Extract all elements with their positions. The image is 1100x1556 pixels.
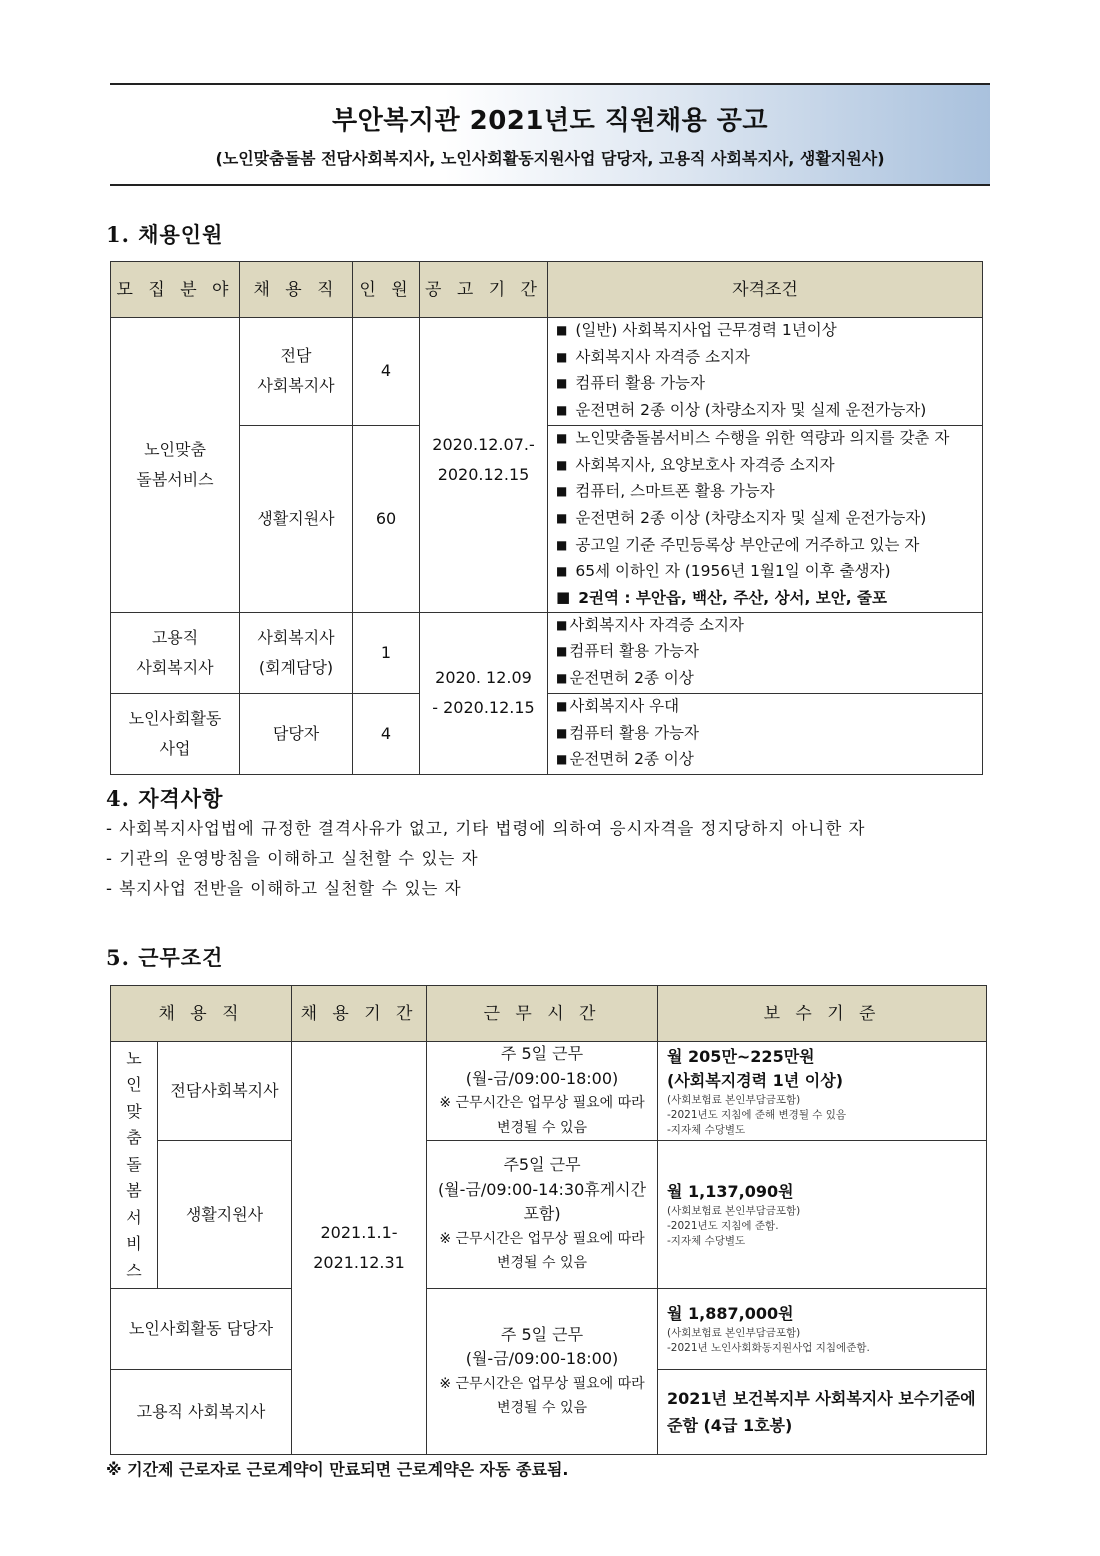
requirements-list — [548, 613, 982, 693]
requirements-cell — [548, 693, 983, 774]
list-item: ■ 65세 이하인 자 (1956년 1월1일 이후 출생자) — [556, 562, 891, 581]
pay-amount: 월 1,137,090원 — [667, 1182, 794, 1201]
header-field: 모 집 분 야 — [111, 262, 240, 318]
requirements-list — [548, 426, 982, 612]
requirements-cell — [548, 612, 983, 693]
pay-note: -2021년도 지침에 준해 변경될 수 있음 — [667, 1108, 847, 1121]
list-item: ■ 노인맞춤돌봄서비스 수행을 위한 역량과 의지를 갖춘 자 — [556, 428, 950, 447]
pay-cell — [658, 1289, 987, 1370]
requirements-list — [548, 318, 982, 425]
list-item: ■ 사회복지사 자격증 소지자 — [556, 615, 744, 634]
list-item: ■ 사회복지사, 요양보호사 자격증 소지자 — [556, 455, 835, 474]
header-period: 채 용 기 간 — [292, 986, 427, 1042]
job-dedicated-social-worker: 전담 사회복지사 — [240, 318, 353, 426]
list-item: ■ 컴퓨터 활용 가능자 — [556, 723, 699, 742]
work-note: ※ 근무시간은 업무상 필요에 따라 변경될 수 있음 — [439, 1230, 645, 1272]
header-job: 채 용 직 — [111, 986, 292, 1042]
pay-note: -2021년 노인사회화동지원사업 지침에준함. — [667, 1342, 870, 1354]
page-subtitle: (노인맞춤돌봄 전담사회복지사, 노인사회활동지원사업 담당자, 고용직 사회복지사, 생활지원사) — [215, 149, 885, 168]
list-item: ■ (일반) 사회복지사업 근무경력 1년이상 — [556, 321, 837, 339]
field-senior-activity: 노인사회활동 사업 — [111, 693, 240, 774]
work-note: ※ 근무시간은 업무상 필요에 따라 변경될 수 있음 — [439, 1095, 645, 1136]
list-item: ■ 운전면허 2종 이상 (차량소지자 및 실제 운전가능자) — [556, 508, 927, 527]
conditions-header-row — [111, 986, 987, 1042]
list-item-region: ■ 2권역 : 부안읍, 백산, 주산, 상서, 보안, 줄포 — [556, 588, 887, 608]
pay-amount: 월 205만~225만원 — [667, 1046, 815, 1066]
job-senior-activity-manager: 노인사회활동 담당자 — [111, 1289, 292, 1370]
header-hours: 근 무 시 간 — [427, 986, 658, 1042]
work-hours-cell — [427, 1042, 658, 1141]
pay-note: (사회보험료 본인부담금포함) — [667, 1327, 801, 1339]
recruitment-table — [110, 261, 983, 775]
work-time: (월-금/09:00-18:00) — [465, 1349, 619, 1368]
pay-note: -2021년도 지침에 준함. — [667, 1220, 779, 1232]
pay-standard: 2021년 보건복지부 사회복지사 보수기준에 준함 (4급 1호봉) — [667, 1389, 976, 1435]
job-employed-social-worker: 고용직 사회복지사 — [111, 1370, 292, 1455]
job-life-support: 생활지원사 — [240, 425, 353, 612]
header-job: 채 용 직 — [240, 262, 353, 318]
pay-amount: 월 1,887,000원 — [667, 1304, 794, 1323]
table-row — [111, 612, 983, 693]
list-item: ■ 컴퓨터 활용 가능자 — [556, 374, 705, 393]
requirements-cell — [548, 318, 983, 426]
pay-cell — [658, 1141, 987, 1289]
list-item: ■ 사회복지사 우대 — [556, 696, 680, 715]
requirements-cell — [548, 425, 983, 612]
qualification-item: - 복지사업 전반을 이해하고 실천할 수 있는 자 — [106, 879, 462, 898]
job-dedicated-social-worker: 전담사회복지사 — [158, 1042, 292, 1141]
qualification-item: - 사회복지사업법에 규정한 결격사유가 없고, 기타 법령에 의하여 응시자격을 정지당하지 아니한 자 — [106, 819, 866, 838]
list-item: ■ 사회복지사 자격증 소지자 — [556, 347, 750, 366]
list-item: ■ 운전면허 2종 이상 (차량소지자 및 실제 운전가능자) — [556, 401, 927, 420]
count-cell: 4 — [353, 318, 420, 426]
title-box — [110, 83, 990, 186]
list-item: ■ 공고일 기준 주민등록상 부안군에 거주하고 있는 자 — [556, 535, 920, 554]
header-pay: 보 수 기 준 — [658, 986, 987, 1042]
period-cell: 2020. 12.09 - 2020.12.15 — [420, 612, 548, 774]
list-item: ■ 컴퓨터 활용 가능자 — [556, 642, 699, 661]
period-cell: 2020.12.07.- 2020.12.15 — [420, 318, 548, 613]
table-row — [111, 318, 983, 426]
pay-note: (사회보험료 본인부담금포함) — [667, 1093, 801, 1106]
work-days: 주 5일 근무 — [500, 1044, 584, 1063]
recruitment-header-row — [111, 262, 983, 318]
pay-note: -지자체 수당별도 — [667, 1235, 746, 1247]
work-note: ※ 근무시간은 업무상 필요에 따라 변경될 수 있음 — [439, 1375, 645, 1416]
pay-note: -지자체 수당별도 — [667, 1123, 746, 1136]
work-hours-cell — [427, 1289, 658, 1455]
work-days: 주 5일 근무 — [500, 1324, 584, 1344]
pay-note: (사회보험료 본인부담금포함) — [667, 1205, 801, 1217]
header-period: 공 고 기 간 — [420, 262, 548, 318]
work-time: (월-금/09:00-14:30휴게시간 포함) — [437, 1179, 647, 1224]
list-item: ■ 운전면허 2종 이상 — [556, 669, 694, 688]
page-title: 부안복지관 2021년도 직원채용 공고 — [331, 106, 769, 136]
job-life-support: 생활지원사 — [158, 1141, 292, 1289]
field-elderly-care: 노인맞춤 돌봄서비스 — [111, 318, 240, 613]
group-elderly-care-vertical: 노 인 맞 춤 돌 봄 서 비 스 — [111, 1042, 158, 1289]
section-heading-work-conditions: 5. 근무조건 — [106, 945, 224, 970]
requirements-list — [548, 694, 982, 774]
list-item: ■ 컴퓨터, 스마트폰 활용 가능자 — [556, 482, 775, 501]
employment-period: 2021.1.1- 2021.12.31 — [292, 1042, 427, 1455]
table-row — [111, 1289, 987, 1370]
header-count: 인 원 — [353, 262, 420, 318]
job-accounting-social-worker: 사회복지사 (회계담당) — [240, 612, 353, 693]
field-employed-social-worker: 고용직 사회복지사 — [111, 612, 240, 693]
table-row — [111, 1141, 987, 1289]
work-conditions-table — [110, 985, 987, 1455]
work-time: (월-금/09:00-18:00) — [465, 1068, 619, 1088]
count-cell: 4 — [353, 693, 420, 774]
table-row — [111, 1042, 987, 1141]
section-heading-qualifications: 4. 자격사항 — [106, 786, 224, 811]
header-requirements: 자격조건 — [548, 262, 983, 318]
work-days: 주5일 근무 — [503, 1155, 581, 1175]
list-item: ■ 운전면허 2종 이상 — [556, 750, 694, 769]
section-heading-recruitment: 1. 채용인원 — [106, 222, 224, 247]
count-cell: 60 — [353, 425, 420, 612]
pay-condition: (사회복지경력 1년 이상) — [667, 1070, 844, 1090]
qualification-item: - 기관의 운영방침을 이해하고 실천할 수 있는 자 — [106, 849, 479, 868]
job-manager: 담당자 — [240, 693, 353, 774]
count-cell: 1 — [353, 612, 420, 693]
pay-cell — [658, 1370, 987, 1455]
pay-cell — [658, 1042, 987, 1141]
work-hours-cell — [427, 1141, 658, 1289]
footnote: ※ 기간제 근로자로 근로계약이 만료되면 근로계약은 자동 종료됨. — [106, 1460, 569, 1479]
